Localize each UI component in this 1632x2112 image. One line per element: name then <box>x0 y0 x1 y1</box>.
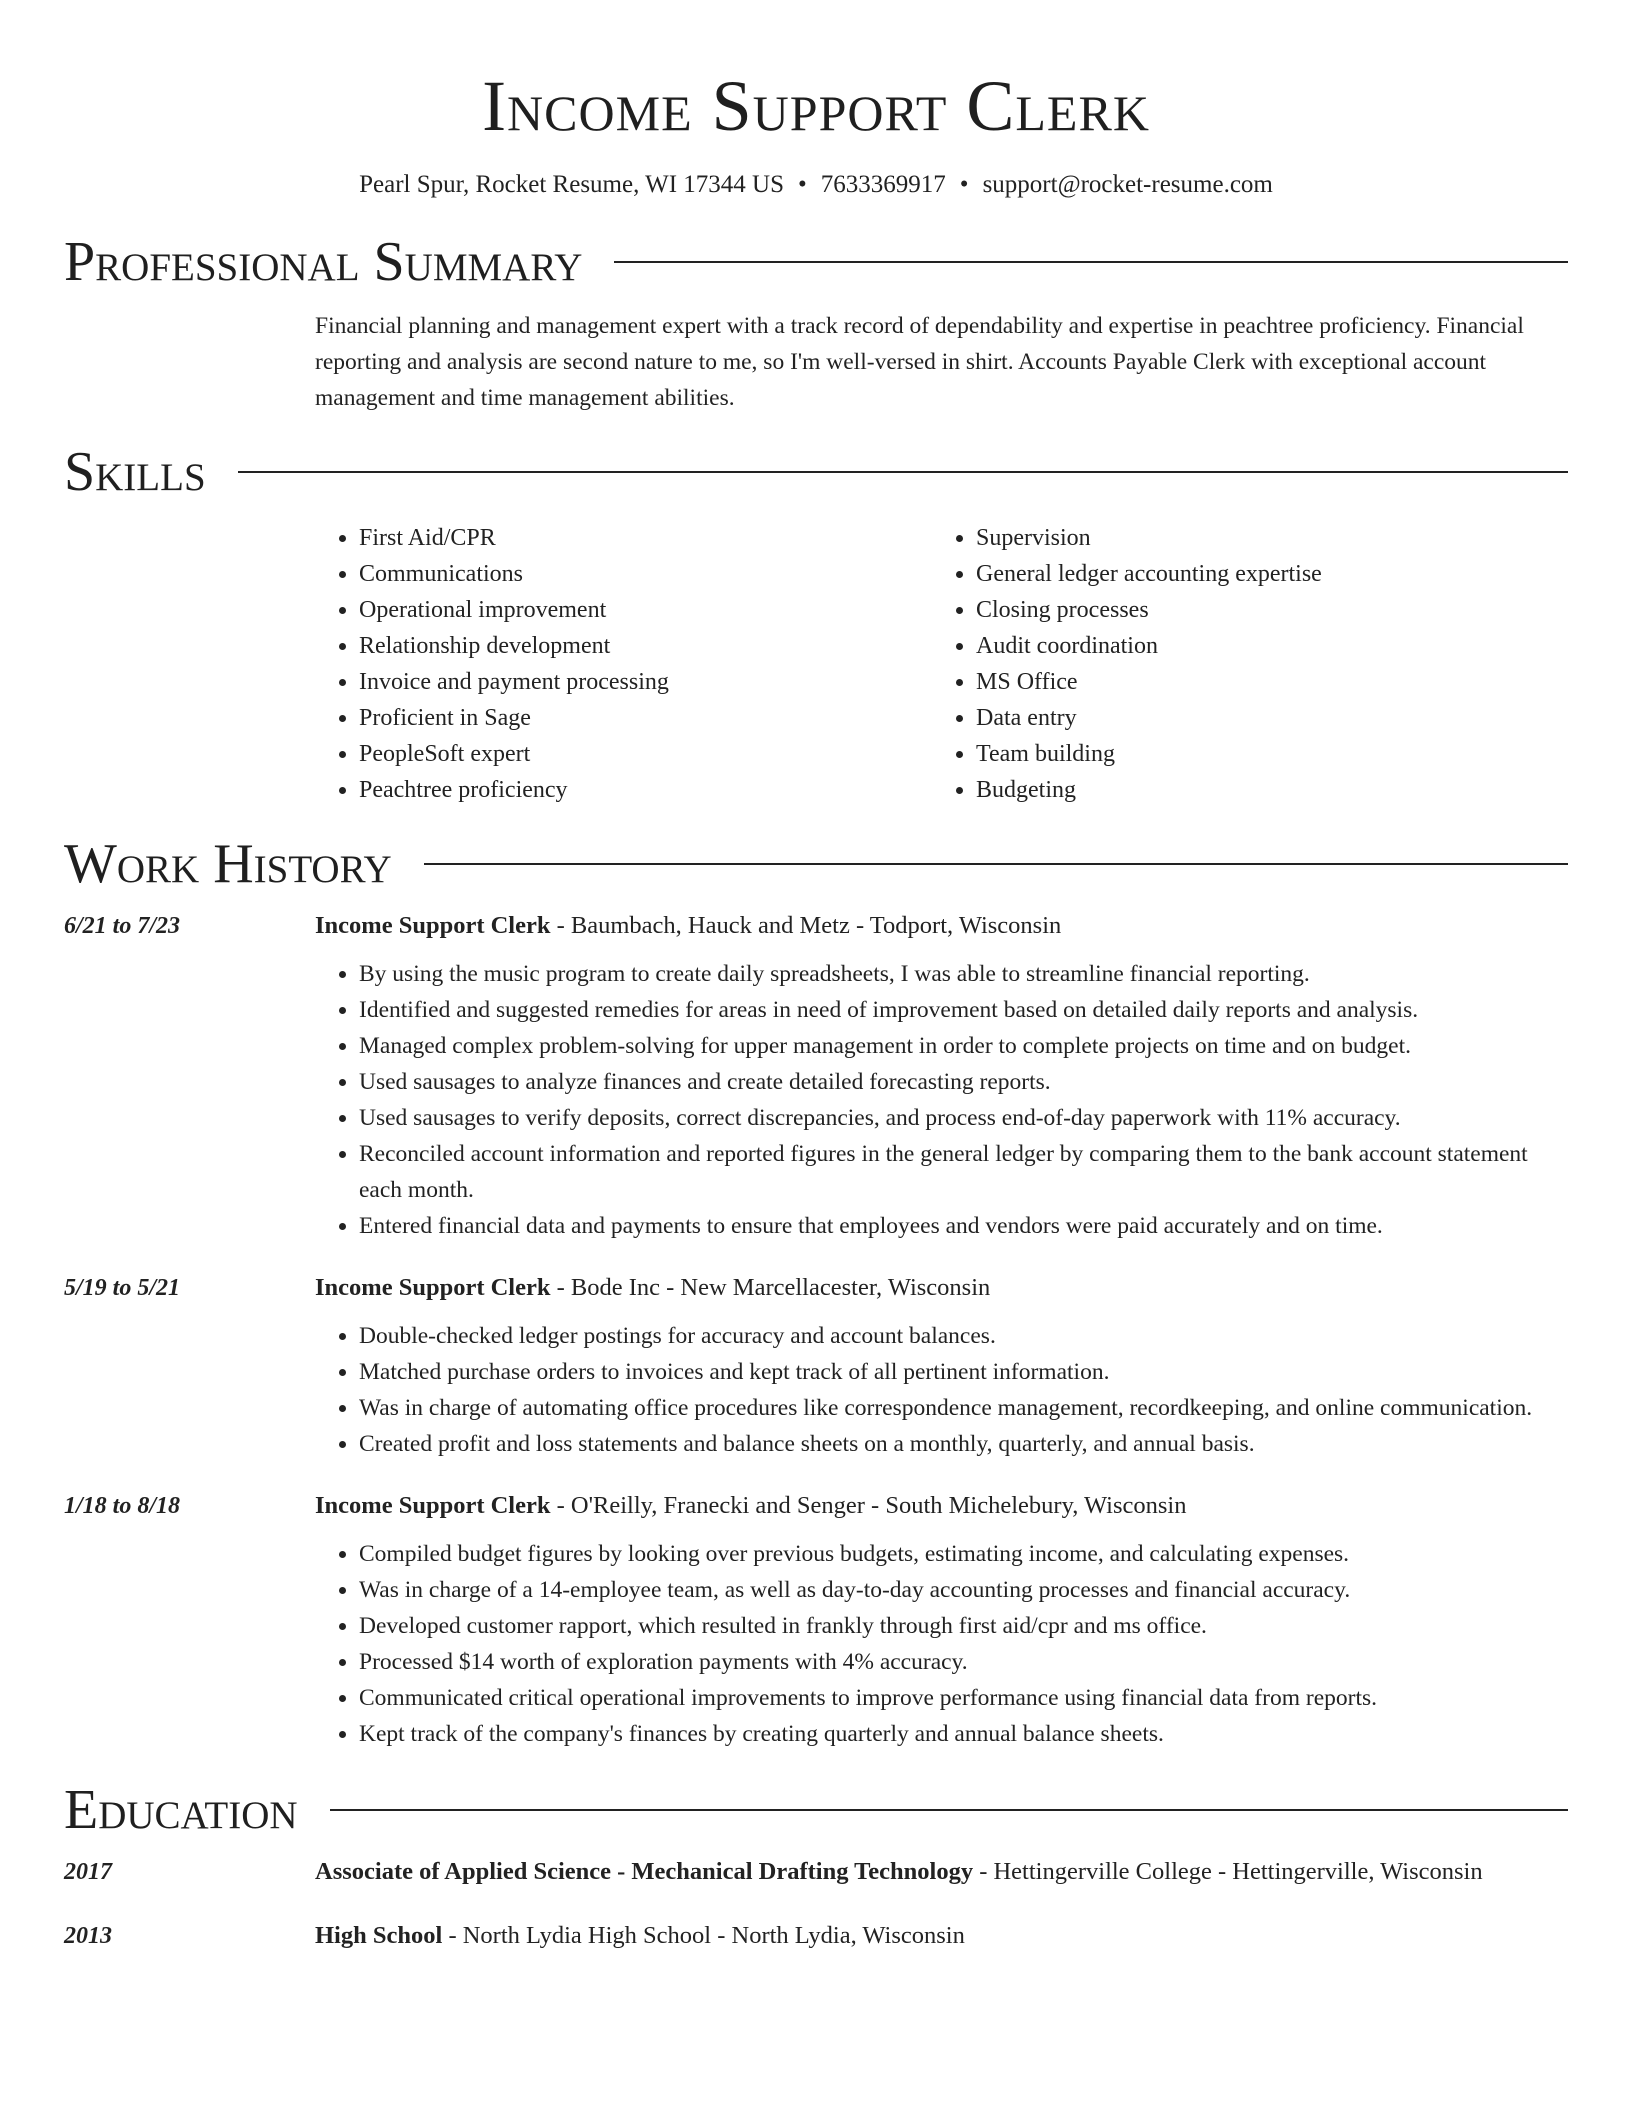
job-role: Income Support Clerk <box>315 1492 551 1519</box>
skill-item: • First Aid/CPR <box>359 520 932 556</box>
duty-item: • Created profit and loss statements and balance sheets on a monthly, quarterly, and annual basis. <box>359 1426 1568 1462</box>
section-divider <box>424 863 1568 865</box>
skill-item: • Communications <box>359 556 932 592</box>
section-divider <box>238 471 1568 473</box>
duty-item: • Double-checked ledger postings for accuracy and account balances. <box>359 1318 1568 1354</box>
skills-column-1 <box>315 520 932 808</box>
skill-item: • Relationship development <box>359 628 932 664</box>
job-employer: - Baumbach, Hauck and Metz - Todport, Wisconsin <box>550 912 1062 939</box>
skill-item: • Data entry <box>976 700 1322 736</box>
summary-title: Professional Summary <box>64 231 583 293</box>
skill-item: • Team building <box>976 736 1322 772</box>
duty-item: • Was in charge of automating office procedures like correspondence management, recordkeeping, and online communication. <box>359 1390 1568 1426</box>
duty-item: • Communicated critical operational improvements to improve performance using financial data from reports. <box>359 1680 1568 1716</box>
duty-item: • Developed customer rapport, which resulted in frankly through first aid/cpr and ms office. <box>359 1608 1568 1644</box>
job-entry <box>64 1268 1568 1462</box>
education-title: Education <box>64 1779 298 1841</box>
skill-item: • Invoice and payment processing <box>359 664 932 700</box>
duty-item: • Processed $14 worth of exploration payments with 4% accuracy. <box>359 1644 1568 1680</box>
skill-item: • Peachtree proficiency <box>359 772 932 808</box>
skills-header <box>64 440 1568 504</box>
resume-name: Income Support Clerk <box>482 66 1150 146</box>
education-school: - Hettingerville College - Hettingerville, Wisconsin <box>973 1858 1483 1885</box>
job-entry <box>64 906 1568 1244</box>
duty-item: • Entered financial data and payments to ensure that employees and vendors were paid accurately and on time. <box>359 1208 1568 1244</box>
education-degree: High School <box>315 1922 443 1949</box>
job-dates: 5/19 to 5/21 <box>64 1275 181 1301</box>
skills-column-2 <box>932 520 1322 808</box>
contact-phone: 7633369917 <box>820 171 946 198</box>
work-history-title: Work History <box>64 833 392 895</box>
duty-item: • Compiled budget figures by looking over previous budgets, estimating income, and calculating expenses. <box>359 1536 1568 1572</box>
duty-item: • Managed complex problem-solving for upper management in order to complete projects on time and on budget. <box>359 1028 1568 1064</box>
job-title-line <box>315 1268 1568 1308</box>
summary-header <box>64 230 1568 294</box>
skills-title: Skills <box>64 441 206 503</box>
skill-item: • Proficient in Sage <box>359 700 932 736</box>
skill-item: • General ledger accounting expertise <box>976 556 1322 592</box>
skill-item: • PeopleSoft expert <box>359 736 932 772</box>
skill-item: • Closing processes <box>976 592 1322 628</box>
job-role: Income Support Clerk <box>315 912 551 939</box>
resume-page <box>64 0 1568 1956</box>
skills-list <box>315 520 1568 808</box>
skill-item: • Audit coordination <box>976 628 1322 664</box>
education-title-line <box>315 1916 1568 1956</box>
duty-item: • Used sausages to analyze finances and create detailed forecasting reports. <box>359 1064 1568 1100</box>
education-school: - North Lydia High School - North Lydia, Wisconsin <box>442 1922 965 1949</box>
job-dates: 1/18 to 8/18 <box>64 1493 181 1519</box>
job-title-line <box>315 1486 1568 1526</box>
education-entry <box>64 1916 1568 1956</box>
education-header <box>64 1778 1568 1842</box>
job-entry <box>64 1486 1568 1752</box>
skill-item: • Budgeting <box>976 772 1322 808</box>
duty-item: • Kept track of the company's finances by creating quarterly and annual balance sheets. <box>359 1716 1568 1752</box>
job-duties <box>315 956 1568 1244</box>
education-title-line <box>315 1852 1568 1892</box>
contact-address: Pearl Spur, Rocket Resume, WI 17344 US <box>359 171 785 198</box>
duty-item: • Was in charge of a 14-employee team, as well as day-to-day accounting processes and financial accuracy. <box>359 1572 1568 1608</box>
skill-item: • MS Office <box>976 664 1322 700</box>
work-history-header <box>64 832 1568 896</box>
duty-item: • Matched purchase orders to invoices and kept track of all pertinent information. <box>359 1354 1568 1390</box>
job-title-line <box>315 906 1568 946</box>
contact-line <box>64 168 1568 202</box>
section-divider <box>614 261 1568 263</box>
job-role: Income Support Clerk <box>315 1274 551 1301</box>
skill-item: • Supervision <box>976 520 1322 556</box>
duty-item: • Identified and suggested remedies for areas in need of improvement based on detailed daily reports and analysis. <box>359 992 1568 1028</box>
duty-item: • By using the music program to create daily spreadsheets, I was able to streamline financial reporting. <box>359 956 1568 992</box>
job-employer: - O'Reilly, Franecki and Senger - South Michelebury, Wisconsin <box>550 1492 1187 1519</box>
job-duties <box>315 1318 1568 1462</box>
contact-email: support@rocket-resume.com <box>982 171 1273 198</box>
contact-separator: • <box>798 171 807 198</box>
education-degree: Associate of Applied Science - Mechanical Drafting Technology <box>315 1858 974 1885</box>
summary-text: Financial planning and management expert with a track record of dependability and expertise in peachtree proficiency. Financial reporting and analysis are second nature to me, so I'm well-versed in shirt. Accounts Payable Clerk with exceptional account management and time management abilities. <box>315 313 1524 411</box>
education-entry <box>64 1852 1568 1892</box>
education-year: 2017 <box>64 1859 112 1885</box>
duty-item: • Reconciled account information and reported figures in the general ledger by comparing them to the bank account statement each month. <box>359 1136 1568 1208</box>
job-dates: 6/21 to 7/23 <box>64 913 181 939</box>
job-duties <box>315 1536 1568 1752</box>
job-employer: - Bode Inc - New Marcellacester, Wisconsin <box>550 1274 991 1301</box>
education-year: 2013 <box>64 1923 112 1949</box>
duty-item: • Used sausages to verify deposits, correct discrepancies, and process end-of-day paperwork with 11% accuracy. <box>359 1100 1568 1136</box>
skill-item: • Operational improvement <box>359 592 932 628</box>
section-divider <box>330 1809 1568 1811</box>
contact-separator: • <box>959 171 969 198</box>
